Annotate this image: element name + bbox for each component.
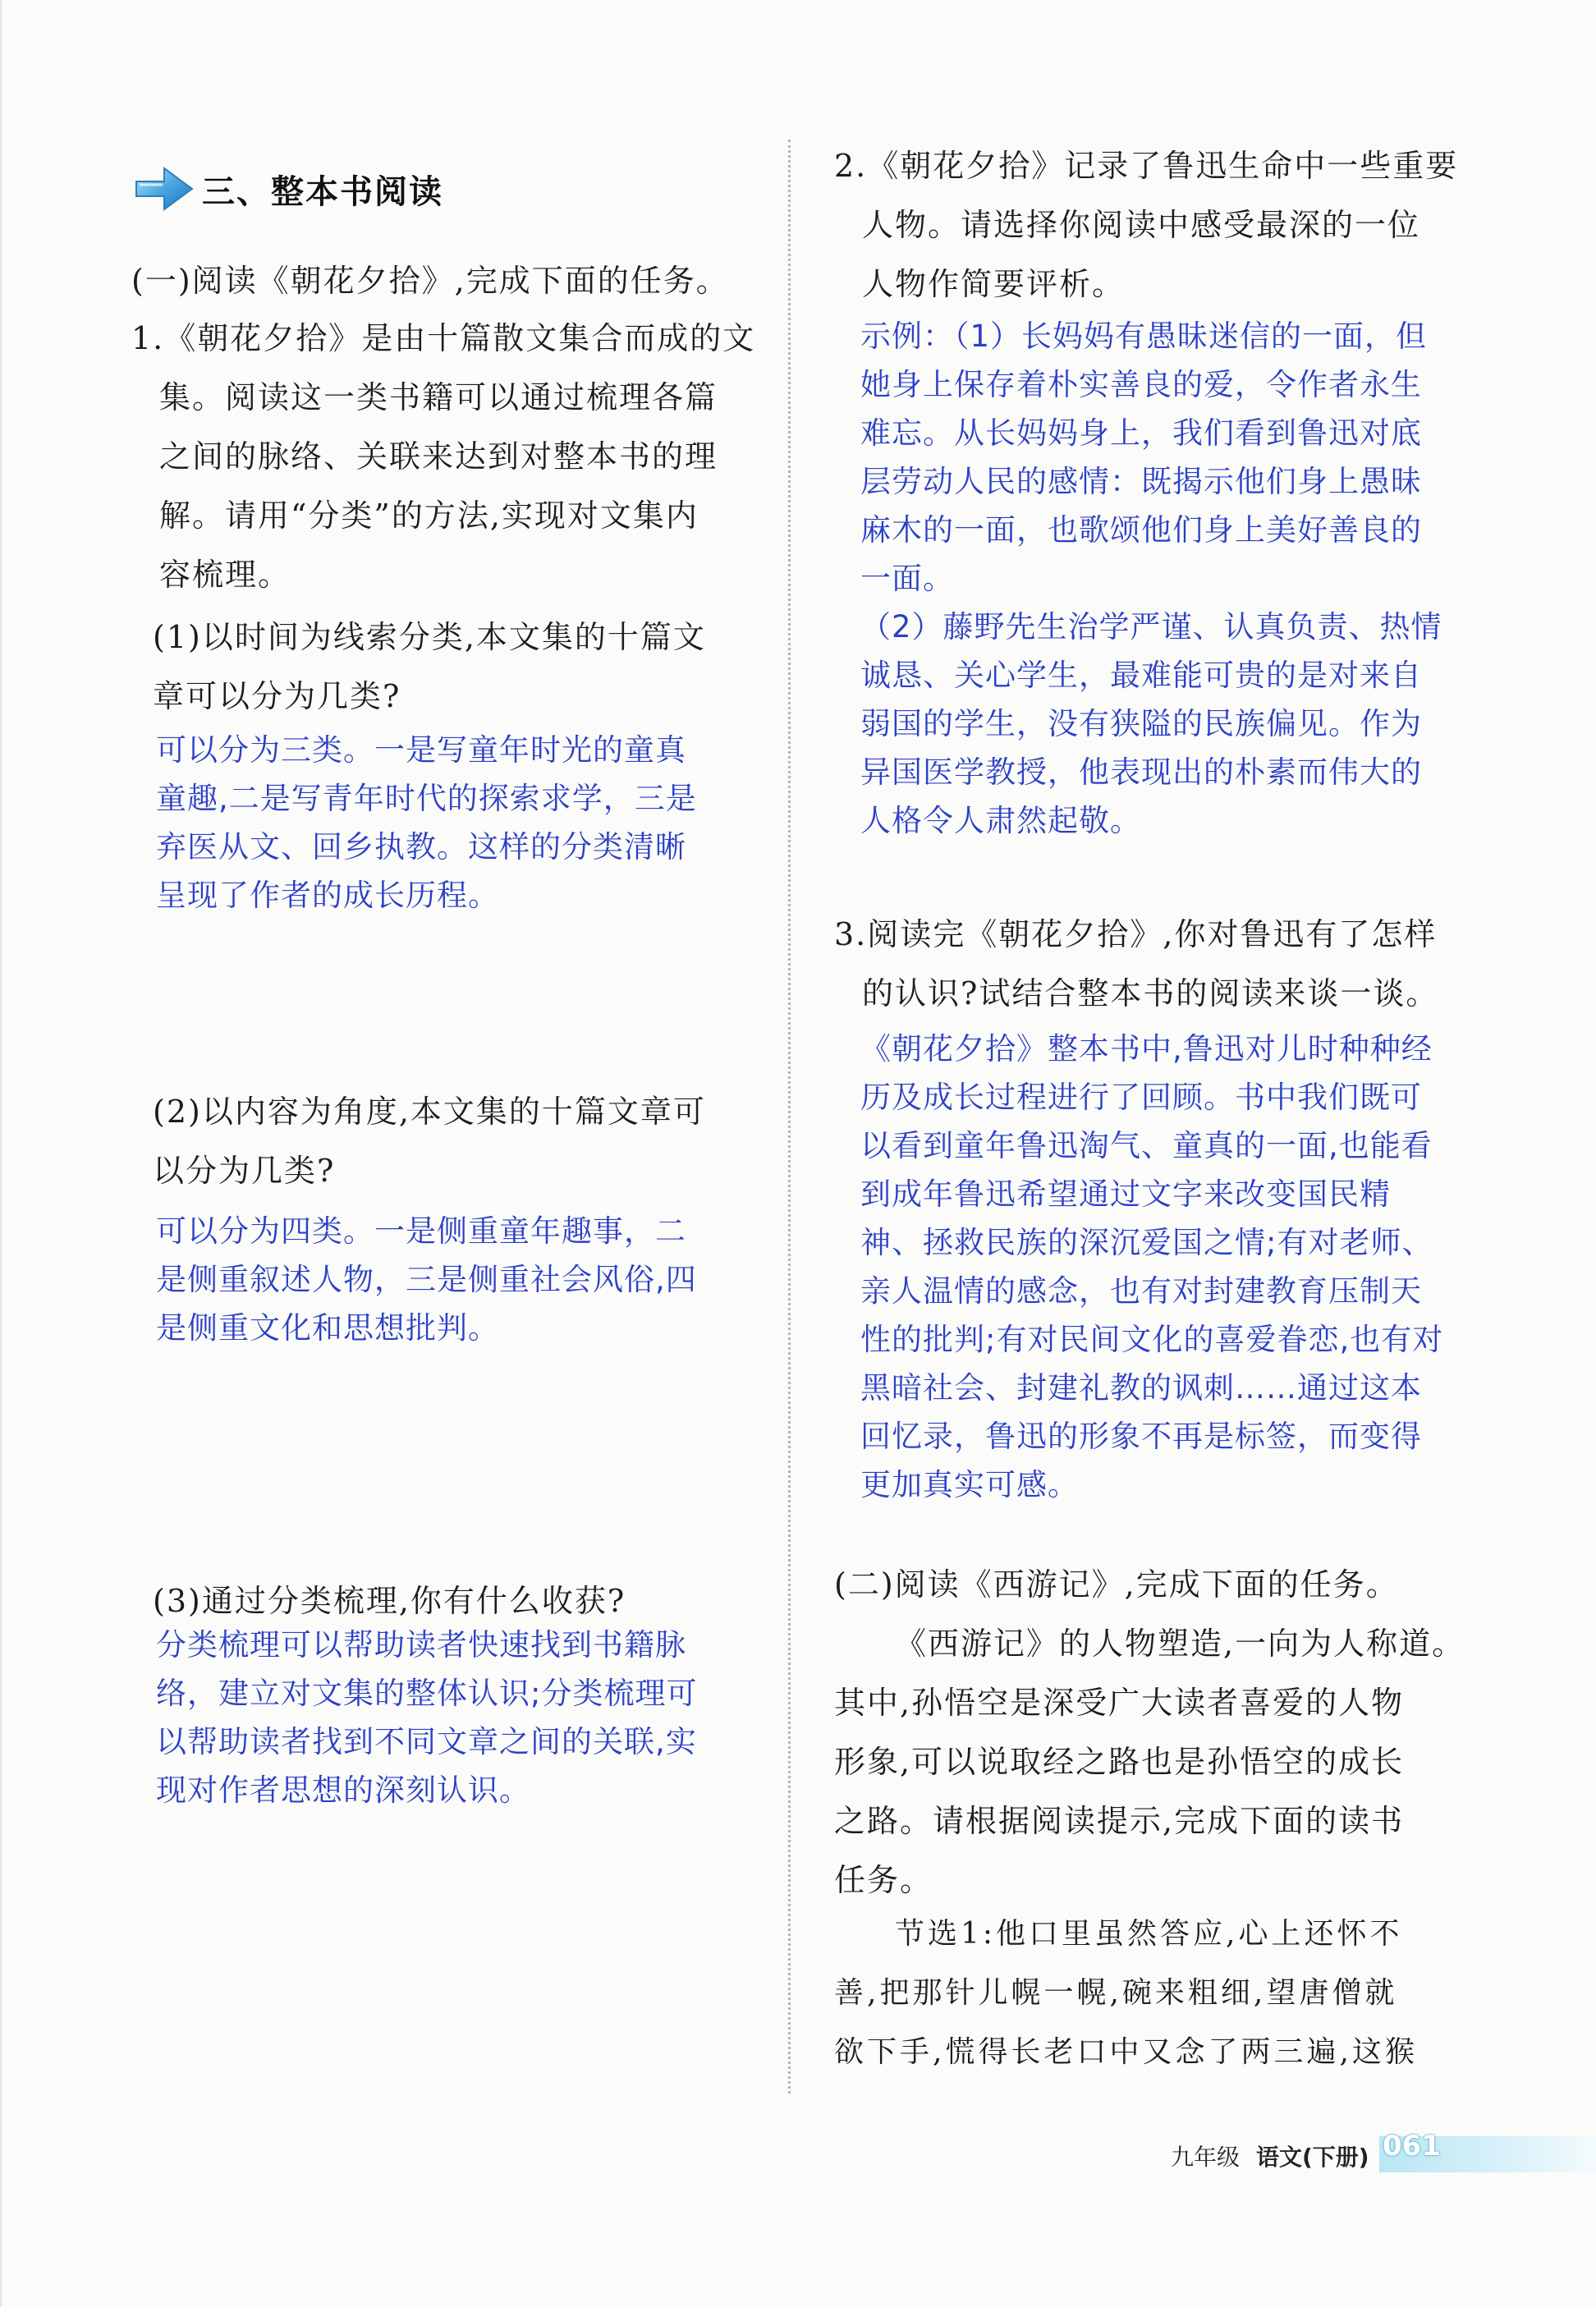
arrow-icon — [131, 160, 197, 218]
answer-line: 人格令人肃然起敬。 — [860, 803, 1141, 838]
answer-line: 现对作者思想的深刻认识。 — [156, 1773, 530, 1808]
part2-intro-line: 《西游记》的人物塑造,一向为人称道。 — [895, 1626, 1465, 1662]
answer-line: 神、拯救民族的深沉爱国之情;有对老师、 — [860, 1225, 1433, 1260]
part2-intro-line: 任务。 — [834, 1862, 933, 1898]
section-heading — [131, 158, 443, 220]
question-2-line: 2.《朝花夕拾》记录了鲁迅生命中一些重要 — [834, 148, 1459, 184]
excerpt-line: 善,把那针儿幌一幌,碗来粗细,望唐僧就 — [834, 1976, 1398, 2010]
excerpt-line: 欲下手,慌得长老口中又念了两三遍,这猴 — [834, 2035, 1418, 2069]
answer-line: 诚恳、关心学生，最难能可贵的是对来自 — [860, 658, 1422, 693]
part2-intro — [834, 1614, 1465, 1910]
answer-line: 是侧重叙述人物，三是侧重社会风俗,四 — [156, 1262, 697, 1297]
answer-line: 回忆录，鲁迅的形象不再是标签，而变得 — [860, 1419, 1422, 1454]
footer-subject: 语文(下册) — [1256, 2144, 1369, 2171]
answer-line: 《朝花夕拾》整本书中,鲁迅对儿时种种经 — [860, 1031, 1433, 1066]
question-1-line: 之间的脉络、关联来达到对整本书的理 — [159, 438, 718, 475]
question-1 — [131, 309, 755, 604]
answer-line: （2）藤野先生治学严谨、认真负责、热情 — [860, 609, 1442, 644]
answer-line: 络，建立对文集的整体认识;分类梳理可 — [156, 1676, 698, 1711]
answer-line: 层劳动人民的感情：既揭示他们身上愚昧 — [860, 464, 1422, 499]
page-number: 061 — [1383, 2130, 1441, 2163]
answer-line: 更加真实可感。 — [860, 1467, 1079, 1502]
answer-1-1 — [156, 726, 697, 920]
question-1-1-line: (1)以时间为线索分类,本文集的十篇文 — [153, 619, 706, 655]
question-1-2-line: 以分为几类? — [153, 1153, 336, 1189]
answer-line: 难忘。从长妈妈身上，我们看到鲁迅对底 — [860, 415, 1422, 451]
answer-line: 历及成长过程进行了回顾。书中我们既可 — [860, 1080, 1422, 1115]
answer-line: 弱国的学生，没有狭隘的民族偏见。作为 — [860, 706, 1422, 741]
question-3-line: 3.阅读完《朝花夕拾》,你对鲁迅有了怎样 — [834, 916, 1438, 952]
part1-heading-text: (一)阅读《朝花夕拾》,完成下面的任务。 — [131, 263, 729, 299]
part2-intro-line: 之路。请根据阅读提示,完成下面的读书 — [834, 1803, 1405, 1839]
answer-line: 她身上保存着朴实善良的爱，令作者永生 — [860, 367, 1422, 402]
part2-intro-line: 其中,孙悟空是深受广大读者喜爱的人物 — [834, 1685, 1405, 1721]
question-1-1 — [153, 608, 706, 726]
answer-3 — [860, 1025, 1443, 1509]
question-2 — [834, 136, 1458, 314]
question-3-line: 的认识?试结合整本书的阅读来谈一谈。 — [862, 975, 1439, 1011]
question-2-line: 人物作简要评析。 — [862, 266, 1126, 302]
page-footer — [1158, 2130, 1596, 2176]
question-1-line: 容梳理。 — [159, 557, 291, 593]
answer-2 — [860, 312, 1442, 845]
answer-line: 亲人温情的感念，也有对封建教育压制天 — [860, 1273, 1422, 1309]
answer-line: 异国医学教授，他表现出的朴素而伟大的 — [860, 754, 1422, 790]
footer-grade: 九年级 — [1171, 2144, 1241, 2171]
answer-line: 是侧重文化和思想批判。 — [156, 1310, 499, 1346]
part1-heading — [131, 251, 729, 310]
question-1-3-line: (3)通过分类梳理,你有什么收获? — [153, 1583, 626, 1619]
answer-line: 以看到童年鲁迅淘气、童真的一面,也能看 — [860, 1128, 1433, 1163]
question-1-line: 集。阅读这一类书籍可以通过梳理各篇 — [159, 379, 718, 415]
question-1-line: 1.《朝花夕拾》是由十篇散文集合而成的文 — [131, 320, 756, 356]
question-1-2 — [153, 1082, 706, 1200]
excerpt-line: 节选1:他口里虽然答应,心上还怀不 — [895, 1917, 1403, 1951]
answer-line: 示例：（1）长妈妈有愚昧迷信的一面，但 — [860, 319, 1428, 354]
column-divider — [788, 140, 791, 2094]
answer-line: 呈现了作者的成长历程。 — [156, 878, 499, 913]
question-2-line: 人物。请选择你阅读中感受最深的一位 — [862, 207, 1421, 243]
question-3 — [834, 905, 1438, 1023]
excerpt-1 — [834, 1905, 1418, 2082]
answer-1-2 — [156, 1207, 697, 1352]
answer-line: 童趣,二是写青年时代的探索求学，三是 — [156, 781, 697, 816]
answer-line: 可以分为四类。一是侧重童年趣事，二 — [156, 1213, 686, 1249]
answer-line: 弃医从文、回乡执教。这样的分类清晰 — [156, 829, 686, 865]
question-1-line: 解。请用“分类”的方法,实现对文集内 — [159, 498, 699, 534]
part2-intro-line: 形象,可以说取经之路也是孙悟空的成长 — [834, 1744, 1405, 1780]
part2-heading-text: (二)阅读《西游记》,完成下面的任务。 — [834, 1566, 1399, 1603]
part2-heading — [834, 1555, 1399, 1614]
answer-line: 以帮助读者找到不同文章之间的关联,实 — [156, 1724, 697, 1759]
answer-line: 黑暗社会、封建礼教的讽刺……通过这本 — [860, 1370, 1422, 1406]
question-1-2-line: (2)以内容为角度,本文集的十篇文章可 — [153, 1094, 706, 1130]
answer-line: 一面。 — [860, 561, 954, 596]
answer-1-3 — [156, 1621, 697, 1814]
answer-line: 可以分为三类。一是写童年时光的童真 — [156, 732, 686, 768]
answer-line: 麻木的一面，也歌颂他们身上美好善良的 — [860, 512, 1422, 548]
section-title: 三、整本书阅读 — [202, 172, 443, 211]
answer-line: 到成年鲁迅希望通过文字来改变国民精 — [860, 1176, 1391, 1212]
answer-line: 分类梳理可以帮助读者快速找到书籍脉 — [156, 1627, 686, 1663]
question-1-1-line: 章可以分为几类? — [153, 678, 401, 714]
answer-line: 性的批判;有对民间文化的喜爱眷恋,也有对 — [860, 1322, 1444, 1357]
